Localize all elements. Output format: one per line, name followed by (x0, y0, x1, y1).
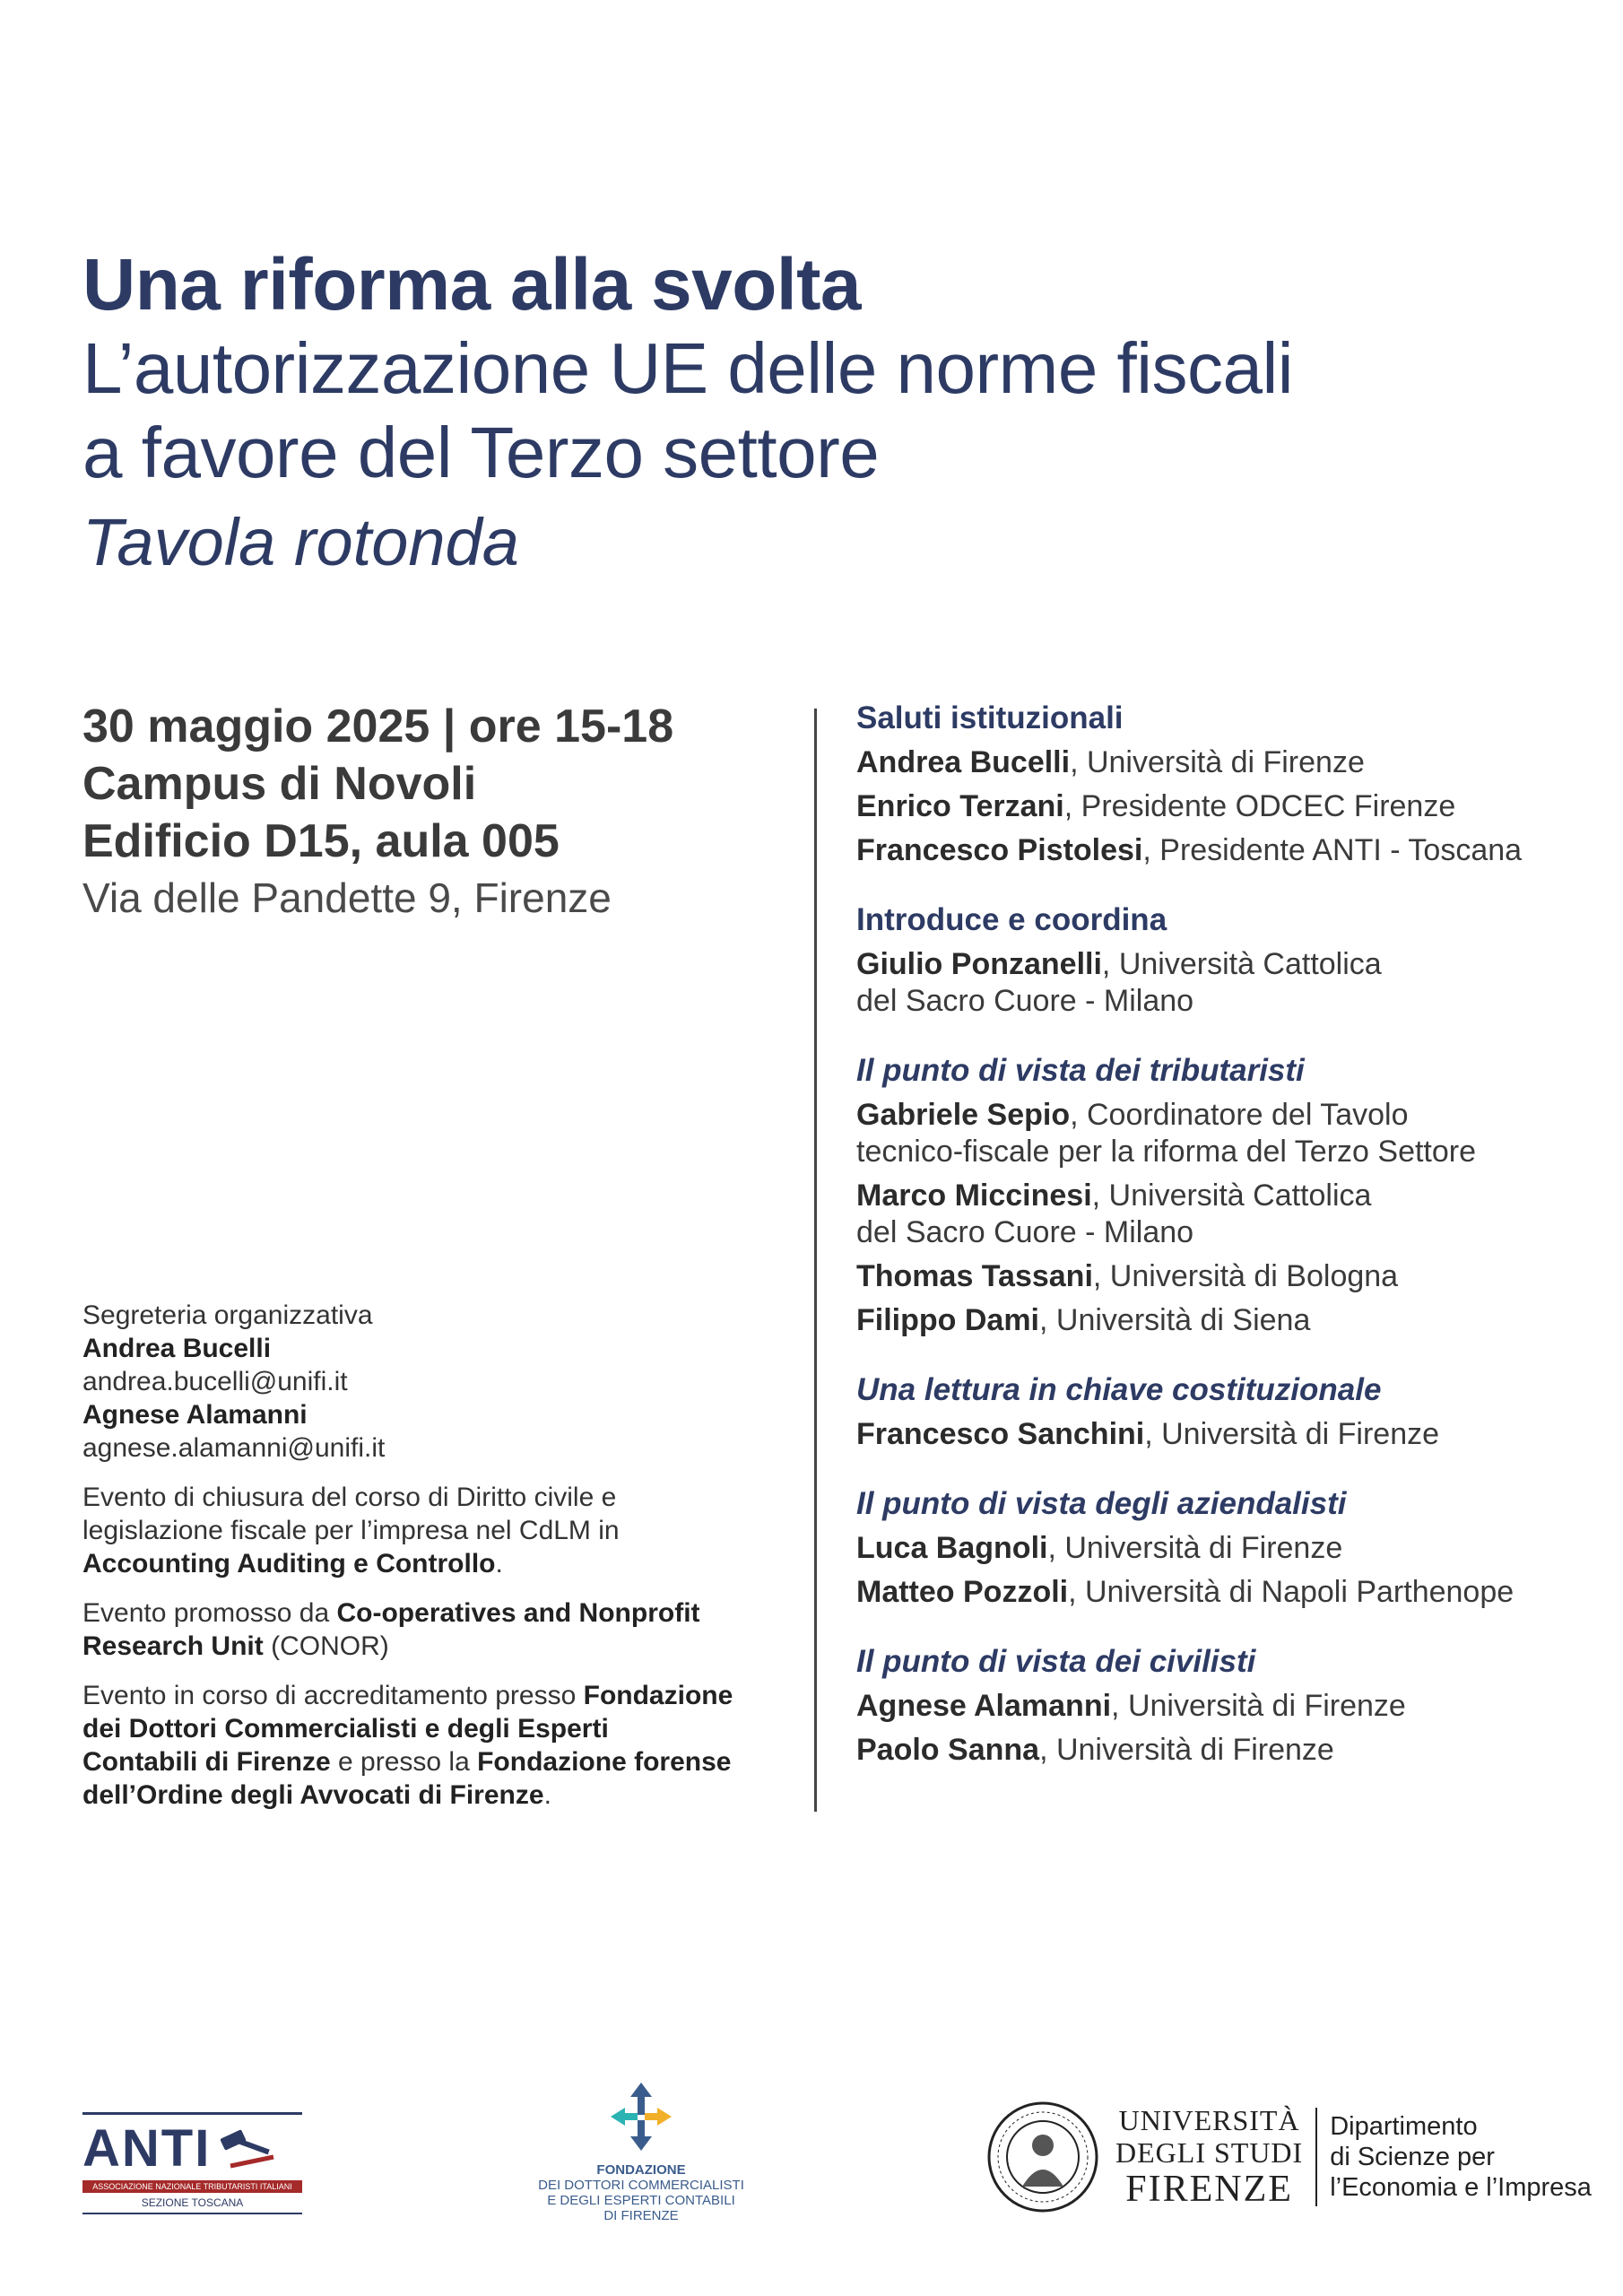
dept-line: Dipartimento (1330, 2112, 1478, 2141)
anti-logo (82, 2112, 307, 2220)
speaker-name: Matteo Pozzoli (856, 1575, 1069, 1609)
program (856, 698, 1601, 1799)
speaker (856, 1574, 1601, 1611)
event-building: Edificio D15, aula 005 (82, 815, 560, 867)
speaker-affiliation: , Università di Firenze (1047, 1531, 1343, 1565)
fondazione-line: E DEGLI ESPERTI CONTABILI (547, 2193, 735, 2208)
event-address: Via delle Pandette 9, Firenze (82, 874, 612, 921)
speaker-name: Thomas Tassani (856, 1259, 1093, 1293)
speaker-affiliation: , Università di Napoli Parthenope (1068, 1575, 1515, 1609)
speaker-name: Agnese Alamanni (856, 1689, 1112, 1723)
subtitle-line-2: a favore del Terzo settore (82, 413, 880, 492)
unifi-line: DEGLI STUDI (1115, 2136, 1304, 2169)
speaker-affiliation: , Università di Firenze (1039, 1733, 1334, 1767)
note-bold: Accounting Auditing e Controllo (82, 1549, 496, 1578)
speaker-affiliation: , Presidente ANTI - Toscana (1142, 833, 1523, 867)
speaker-affiliation: , Università Cattolica (1091, 1178, 1372, 1213)
program-section (856, 698, 1601, 869)
anti-section: SEZIONE TOSCANA (141, 2196, 244, 2209)
speaker-name: Gabriele Sepio (856, 1098, 1071, 1132)
note-end: (CONOR) (263, 1631, 389, 1661)
section-title: Una lettura in chiave costituzionale (856, 1372, 1382, 1407)
note-line: legislazione fiscale per l’impresa nel CdLM in (82, 1516, 620, 1545)
contact-email[interactable]: agnese.alamanni@unifi.it (82, 1433, 386, 1463)
speaker-name: Marco Miccinesi (856, 1178, 1092, 1213)
speaker (856, 1178, 1601, 1251)
unifi-line: UNIVERSITÀ (1118, 2104, 1300, 2136)
speaker-affiliation-cont: del Sacro Cuore - Milano (856, 984, 1194, 1018)
fondazione-line: DI FIRENZE (603, 2208, 679, 2223)
event-campus: Campus di Novoli (82, 758, 477, 810)
speaker-affiliation: , Università di Firenze (1070, 745, 1365, 779)
speaker-name: Enrico Terzani (856, 789, 1064, 823)
section-title: Introduce e coordina (856, 902, 1167, 937)
unifi-logo (985, 2099, 1594, 2224)
section-title: Il punto di vista dei tributaristi (856, 1053, 1305, 1088)
note-bold: Co-operatives and Nonprofit (336, 1598, 700, 1628)
note-bold: dell’Ordine degli Avvocati di Firenze (82, 1780, 544, 1810)
section-title: Il punto di vista dei civilisti (856, 1644, 1256, 1679)
dept-line: di Scienze per (1330, 2143, 1495, 2171)
speaker-affiliation-cont: del Sacro Cuore - Milano (856, 1215, 1194, 1249)
note-bold: Fondazione forense (477, 1747, 732, 1777)
program-section (856, 1641, 1601, 1769)
speaker-name: Giulio Ponzanelli (856, 947, 1102, 981)
note-end: . (495, 1549, 503, 1578)
note-bold: Contabili di Firenze (82, 1747, 331, 1777)
university-seal-icon (985, 2099, 1101, 2215)
speaker (856, 1097, 1601, 1170)
speaker-name: Francesco Sanchini (856, 1417, 1145, 1451)
promoted-note (82, 1596, 800, 1663)
program-section (856, 1050, 1601, 1339)
note-bold: Research Unit (82, 1631, 264, 1661)
fondazione-emblem-icon (525, 2081, 758, 2152)
speaker-affiliation-cont: tecnico-fiscale per la riforma del Terzo Settore (856, 1135, 1477, 1169)
speaker-affiliation: , Presidente ODCEC Firenze (1063, 789, 1456, 823)
accreditation-note (82, 1679, 800, 1812)
speaker (856, 1732, 1601, 1769)
note-end: . (543, 1780, 551, 1810)
contact-email[interactable]: andrea.bucelli@unifi.it (82, 1367, 348, 1396)
note-lead: Evento promosso da (82, 1598, 337, 1628)
note-mid: e presso la (330, 1747, 478, 1777)
anti-logo-name: ANTI (82, 2119, 212, 2178)
program-section (856, 1483, 1601, 1611)
speaker-affiliation: , Università di Firenze (1144, 1417, 1440, 1451)
speaker (856, 788, 1601, 825)
fondazione-logo (525, 2081, 758, 2242)
speaker-affiliation: , Università Cattolica (1101, 947, 1382, 981)
speaker (856, 1258, 1601, 1295)
section-title: Il punto di vista degli aziendalisti (856, 1486, 1347, 1521)
program-section (856, 900, 1601, 1020)
speaker (856, 832, 1601, 869)
logo-divider (1315, 2108, 1317, 2206)
note-bold: dei Dottori Commercialisti e degli Esperti (82, 1714, 609, 1744)
closing-note (82, 1481, 800, 1580)
speaker (856, 1688, 1601, 1725)
speaker-affiliation: , Università di Bologna (1092, 1259, 1399, 1293)
secretariat (82, 1299, 800, 1465)
section-title: Saluti istituzionali (856, 700, 1124, 735)
event-info (82, 698, 800, 926)
event-date-time: 30 maggio 2025 | ore 15-18 (82, 700, 674, 752)
note-lead: Evento in corso di accreditamento presso (82, 1681, 584, 1710)
contact-name: Agnese Alamanni (82, 1400, 308, 1430)
speaker-name: Paolo Sanna (856, 1733, 1040, 1767)
unifi-line: FIRENZE (1125, 2169, 1293, 2210)
info-block (82, 1299, 800, 1828)
speaker-affiliation: , Università di Firenze (1111, 1689, 1406, 1723)
speaker (856, 744, 1601, 781)
speaker (856, 1302, 1601, 1339)
event-type: Tavola rotonda (82, 505, 519, 579)
column-divider (814, 709, 817, 1812)
secretariat-label: Segreteria organizzativa (82, 1300, 373, 1330)
page-title: Una riforma alla svolta (82, 244, 862, 326)
fondazione-line: DEI DOTTORI COMMERCIALISTI (538, 2178, 744, 2193)
speaker (856, 1530, 1601, 1567)
speaker-affiliation: , Università di Siena (1039, 1303, 1311, 1337)
speaker-name: Francesco Pistolesi (856, 833, 1143, 867)
speaker-name: Filippo Dami (856, 1303, 1039, 1337)
fondazione-line: FONDAZIONE (596, 2162, 686, 2178)
note-bold: Fondazione (583, 1681, 733, 1710)
speaker (856, 946, 1601, 1020)
speaker (856, 1416, 1601, 1453)
anti-tagline: ASSOCIAZIONE NAZIONALE TRIBUTARISTI ITALIANI (92, 2182, 292, 2191)
title-block (82, 244, 1589, 583)
speaker-name: Andrea Bucelli (856, 745, 1071, 779)
program-section (856, 1370, 1601, 1453)
contact-name: Andrea Bucelli (82, 1334, 272, 1363)
gavel-icon (214, 2126, 277, 2171)
note-line: Evento di chiusura del corso di Diritto civile e (82, 1483, 617, 1512)
subtitle-line-1: L’autorizzazione UE delle norme fiscali (82, 328, 1294, 408)
speaker-name: Luca Bagnoli (856, 1531, 1048, 1565)
dept-line: l’Economia e l’Impresa (1330, 2173, 1592, 2202)
speaker-affiliation: , Coordinatore del Tavolo (1070, 1098, 1409, 1132)
